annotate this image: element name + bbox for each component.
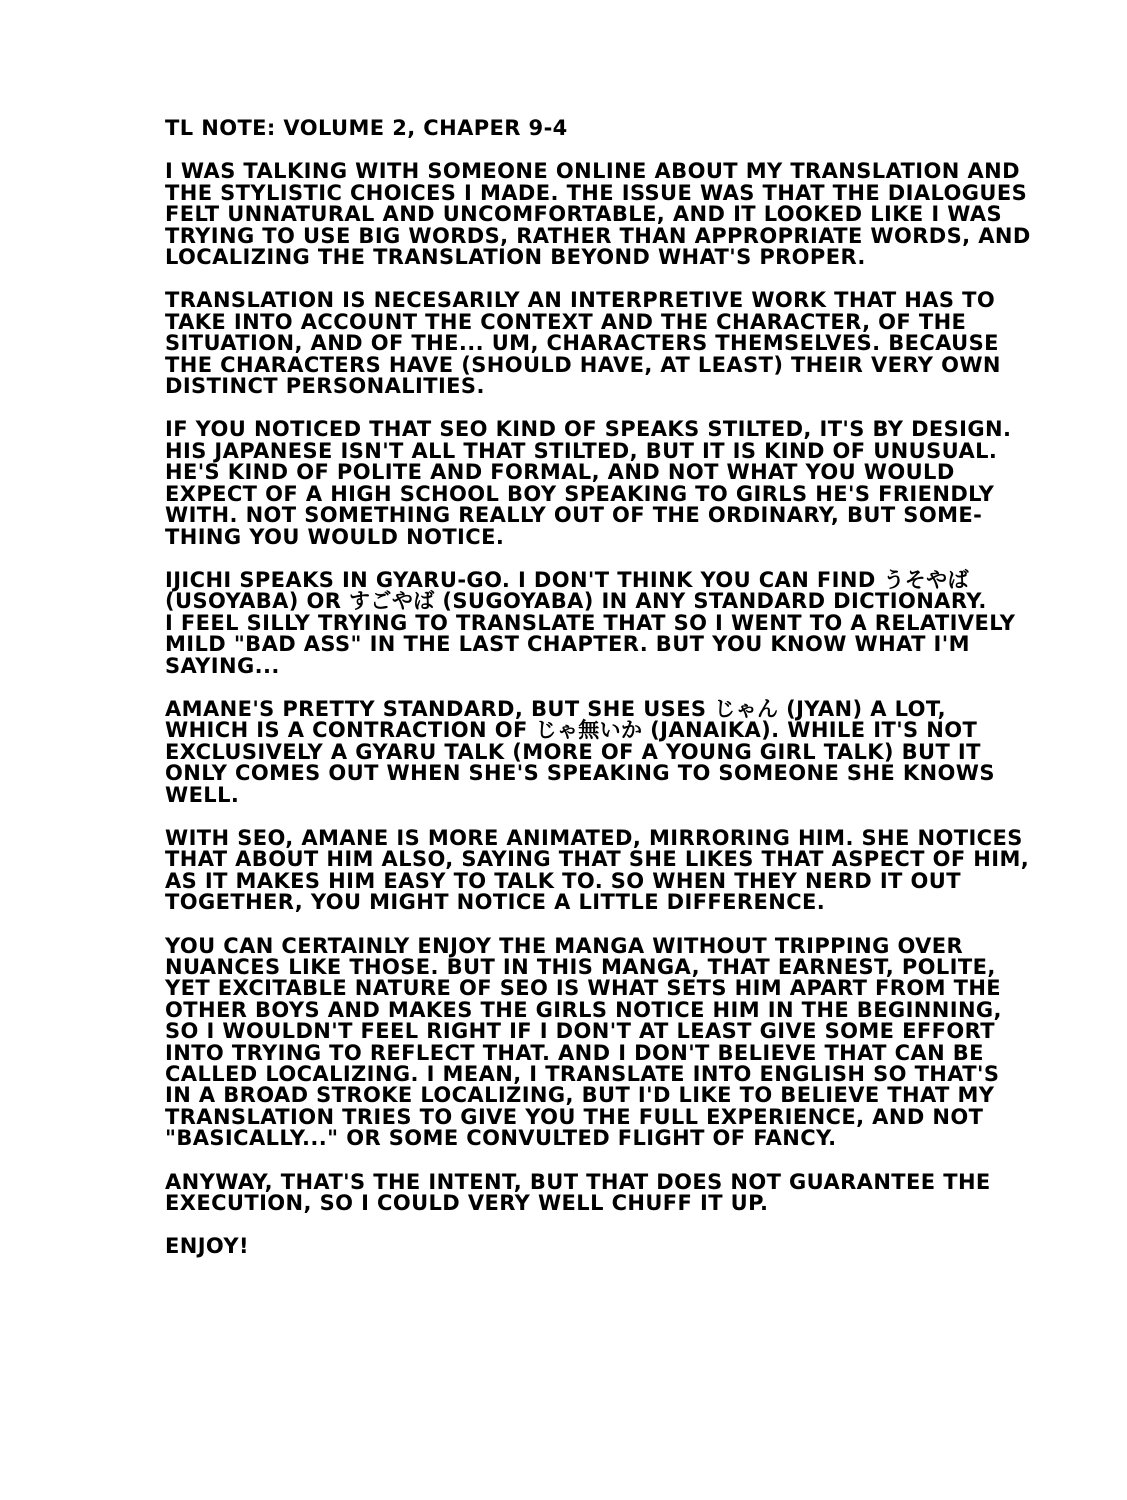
note-title: TL NOTE: VOLUME 2, CHAPER 9-4 [165, 116, 568, 140]
note-paragraph-4: IJICHI SPEAKS IN GYARU-GO. I DON'T THINK YOU CAN FIND うそやば (USOYABA) OR すごやば (SUGOYABA) IN ANY STANDARD DICTIONARY. I FEEL SILLY TRYING TO TRANSLATE THAT SO I WENT TO A RELATIVELY MILD "BAD ASS" IN THE LAST CHAPTER. BUT YOU KNOW WHAT I'M SAYING... [165, 567, 1016, 678]
note-paragraph-7: YOU CAN CERTAINLY ENJOY THE MANGA WITHOUT TRIPPING OVER NUANCES LIKE THOSE. BUT IN THIS MANGA, THAT EARNEST, POLITE, YET EXCITABLE NATURE OF SEO IS WHAT SETS HIM APART FROM THE OTHER BOYS AND MAKES THE GIRLS NOTICE HIM IN THE BEGINNING, SO I WOULDN'T FEEL RIGHT IF I DON'T AT LEAST GIVE SOME EFFORT INTO TRYING TO REFLECT THAT. AND I DON'T BELIEVE THAT CAN BE CALLED LOCALIZING. I MEAN, I TRANSLATE INTO ENGLISH SO THAT'S IN A BROAD STROKE LOCALIZING, BUT I'D LIKE TO BELIEVE THAT MY TRANSLATION TRIES TO GIVE YOU THE FULL EXPERIENCE, AND NOT "BASICALLY..." OR SOME CONVULTED FLIGHT OF FANCY. [165, 933, 1002, 1151]
note-signoff: ENJOY! [165, 1234, 250, 1259]
translator-note [165, 118, 1055, 1258]
note-paragraph-2: TRANSLATION IS NECESARILY AN INTERPRETIVE WORK THAT HAS TO TAKE INTO ACCOUNT THE CONTEXT AND THE CHARACTER, OF THE SITUATION, AND OF THE... UM, CHARACTERS THEMSELVES. BECAUSE THE CHARACTERS HAVE (SHOULD HAVE, AT LEAST) THEIR VERY OWN DISTINCT PERSONALITIES. [165, 288, 1001, 399]
note-paragraph-8: ANYWAY, THAT'S THE INTENT, BUT THAT DOES NOT GUARANTEE THE EXECUTION, SO I COULD VERY WELL CHUFF IT UP. [165, 1169, 991, 1216]
note-paragraph-5: AMANE'S PRETTY STANDARD, BUT SHE USES じゃん (JYAN) A LOT, WHICH IS A CONTRACTION OF じゃ無いか (JANAIKA). WHILE IT'S NOT EXCLUSIVELY A GYARU TALK (MORE OF A YOUNG GIRL TALK) BUT IT ONLY COMES OUT WHEN SHE'S SPEAKING TO SOMEONE SHE KNOWS WELL. [165, 696, 995, 807]
note-paragraph-6: WITH SEO, AMANE IS MORE ANIMATED, MIRRORING HIM. SHE NOTICES THAT ABOUT HIM ALSO, SAYING THAT SHE LIKES THAT ASPECT OF HIM, AS IT MAKES HIM EASY TO TALK TO. SO WHEN THEY NERD IT OUT TOGETHER, YOU MIGHT NOTICE A LITTLE DIFFERENCE. [165, 825, 1030, 915]
note-paragraph-3: IF YOU NOTICED THAT SEO KIND OF SPEAKS STILTED, IT'S BY DESIGN. HIS JAPANESE ISN'T ALL THAT STILTED, BUT IT IS KIND OF UNUSUAL. HE'S KIND OF POLITE AND FORMAL, AND NOT WHAT YOU WOULD EXPECT OF A HIGH SCHOOL BOY SPEAKING TO GIRLS HE'S FRIENDLY WITH. NOT SOMETHING REALLY OUT OF THE ORDINARY, BUT SOME- THING YOU WOULD NOTICE. [165, 417, 1012, 549]
note-paragraph-1: I WAS TALKING WITH SOMEONE ONLINE ABOUT MY TRANSLATION AND THE STYLISTIC CHOICES I MADE. THE ISSUE WAS THAT THE DIALOGUES FELT UNNATURAL AND UNCOMFORTABLE, AND IT LOOKED LIKE I WAS TRYING TO USE BIG WORDS, RATHER THAN APPROPRIATE WORDS, AND LOCALIZING THE TRANSLATION BEYOND WHAT'S PROPER. [165, 159, 1031, 270]
